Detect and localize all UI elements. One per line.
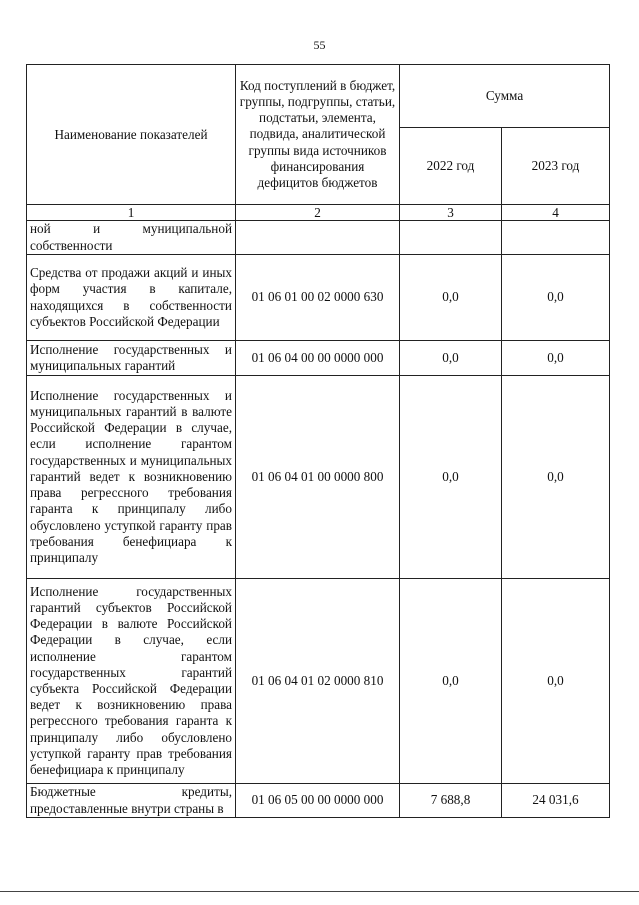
- header-year-2022: 2022 год: [400, 128, 502, 205]
- table-row: [27, 255, 610, 341]
- column-number-row: [27, 205, 610, 221]
- row-value-2023: 0,0: [502, 376, 610, 579]
- budget-sources-table: [26, 64, 610, 818]
- row-value-2023: 0,0: [502, 341, 610, 376]
- row-name: ной и муниципальной собственности: [27, 221, 236, 255]
- row-value-2023: 0,0: [502, 579, 610, 784]
- row-value-2023: 0,0: [502, 255, 610, 341]
- row-value-2022: 0,0: [400, 255, 502, 341]
- header-sum: Сумма: [400, 65, 610, 128]
- header-row-top: [27, 65, 610, 128]
- row-value-2022: 0,0: [400, 376, 502, 579]
- row-value-2022: 0,0: [400, 579, 502, 784]
- row-value-2022: [400, 221, 502, 255]
- row-code: 01 06 04 00 00 0000 000: [236, 341, 400, 376]
- row-name: Исполнение государственных и муниципальных гарантий: [27, 341, 236, 376]
- column-number: 1: [27, 205, 236, 221]
- row-value-2023: 24 031,6: [502, 784, 610, 818]
- row-name: Исполнение государственных и муниципальных гарантий в валюте Российской Федерации в случае, если исполнение гарантом государственных и муниципальных гарантий ведет к возникновению права регрессного требования гаранта к принципалу либо обусловлено уступкой гаранту прав требования бенефициара к принципалу: [27, 376, 236, 579]
- page-bottom-rule: [0, 891, 639, 892]
- header-code: Код поступлений в бюджет, группы, подгруппы, статьи, подстатьи, элемента, подвида, аналитической группы вида источников финансирования дефицитов бюджетов: [236, 65, 400, 205]
- table-row: [27, 376, 610, 579]
- column-number: 2: [236, 205, 400, 221]
- row-name: Бюджетные кредиты, предоставленные внутри страны в: [27, 784, 236, 818]
- row-code: 01 06 04 01 02 0000 810: [236, 579, 400, 784]
- header-name: Наименование показателей: [27, 65, 236, 205]
- column-number: 3: [400, 205, 502, 221]
- row-value-2022: 0,0: [400, 341, 502, 376]
- column-number: 4: [502, 205, 610, 221]
- row-code: 01 06 01 00 02 0000 630: [236, 255, 400, 341]
- row-value-2023: [502, 221, 610, 255]
- row-code: 01 06 05 00 00 0000 000: [236, 784, 400, 818]
- page-number: 55: [313, 38, 326, 52]
- row-code: [236, 221, 400, 255]
- row-code: 01 06 04 01 00 0000 800: [236, 376, 400, 579]
- row-name: Средства от продажи акций и иных форм участия в капитале, находящихся в собственности субъектов Российской Федерации: [27, 255, 236, 341]
- header-year-2023: 2023 год: [502, 128, 610, 205]
- table-row: [27, 579, 610, 784]
- table-row: [27, 341, 610, 376]
- table-row: [27, 221, 610, 255]
- row-value-2022: 7 688,8: [400, 784, 502, 818]
- row-name: Исполнение государственных гарантий субъектов Российской Федерации в валюте Российской Федерации в случае, если исполнение гарантом государственных гарантий субъекта Российской Федерации ведет к возникновению права регрессного требования гаранта к принципалу либо обусловлено уступкой гаранту прав требования бенефициара к принципалу: [27, 579, 236, 784]
- table-row: [27, 784, 610, 818]
